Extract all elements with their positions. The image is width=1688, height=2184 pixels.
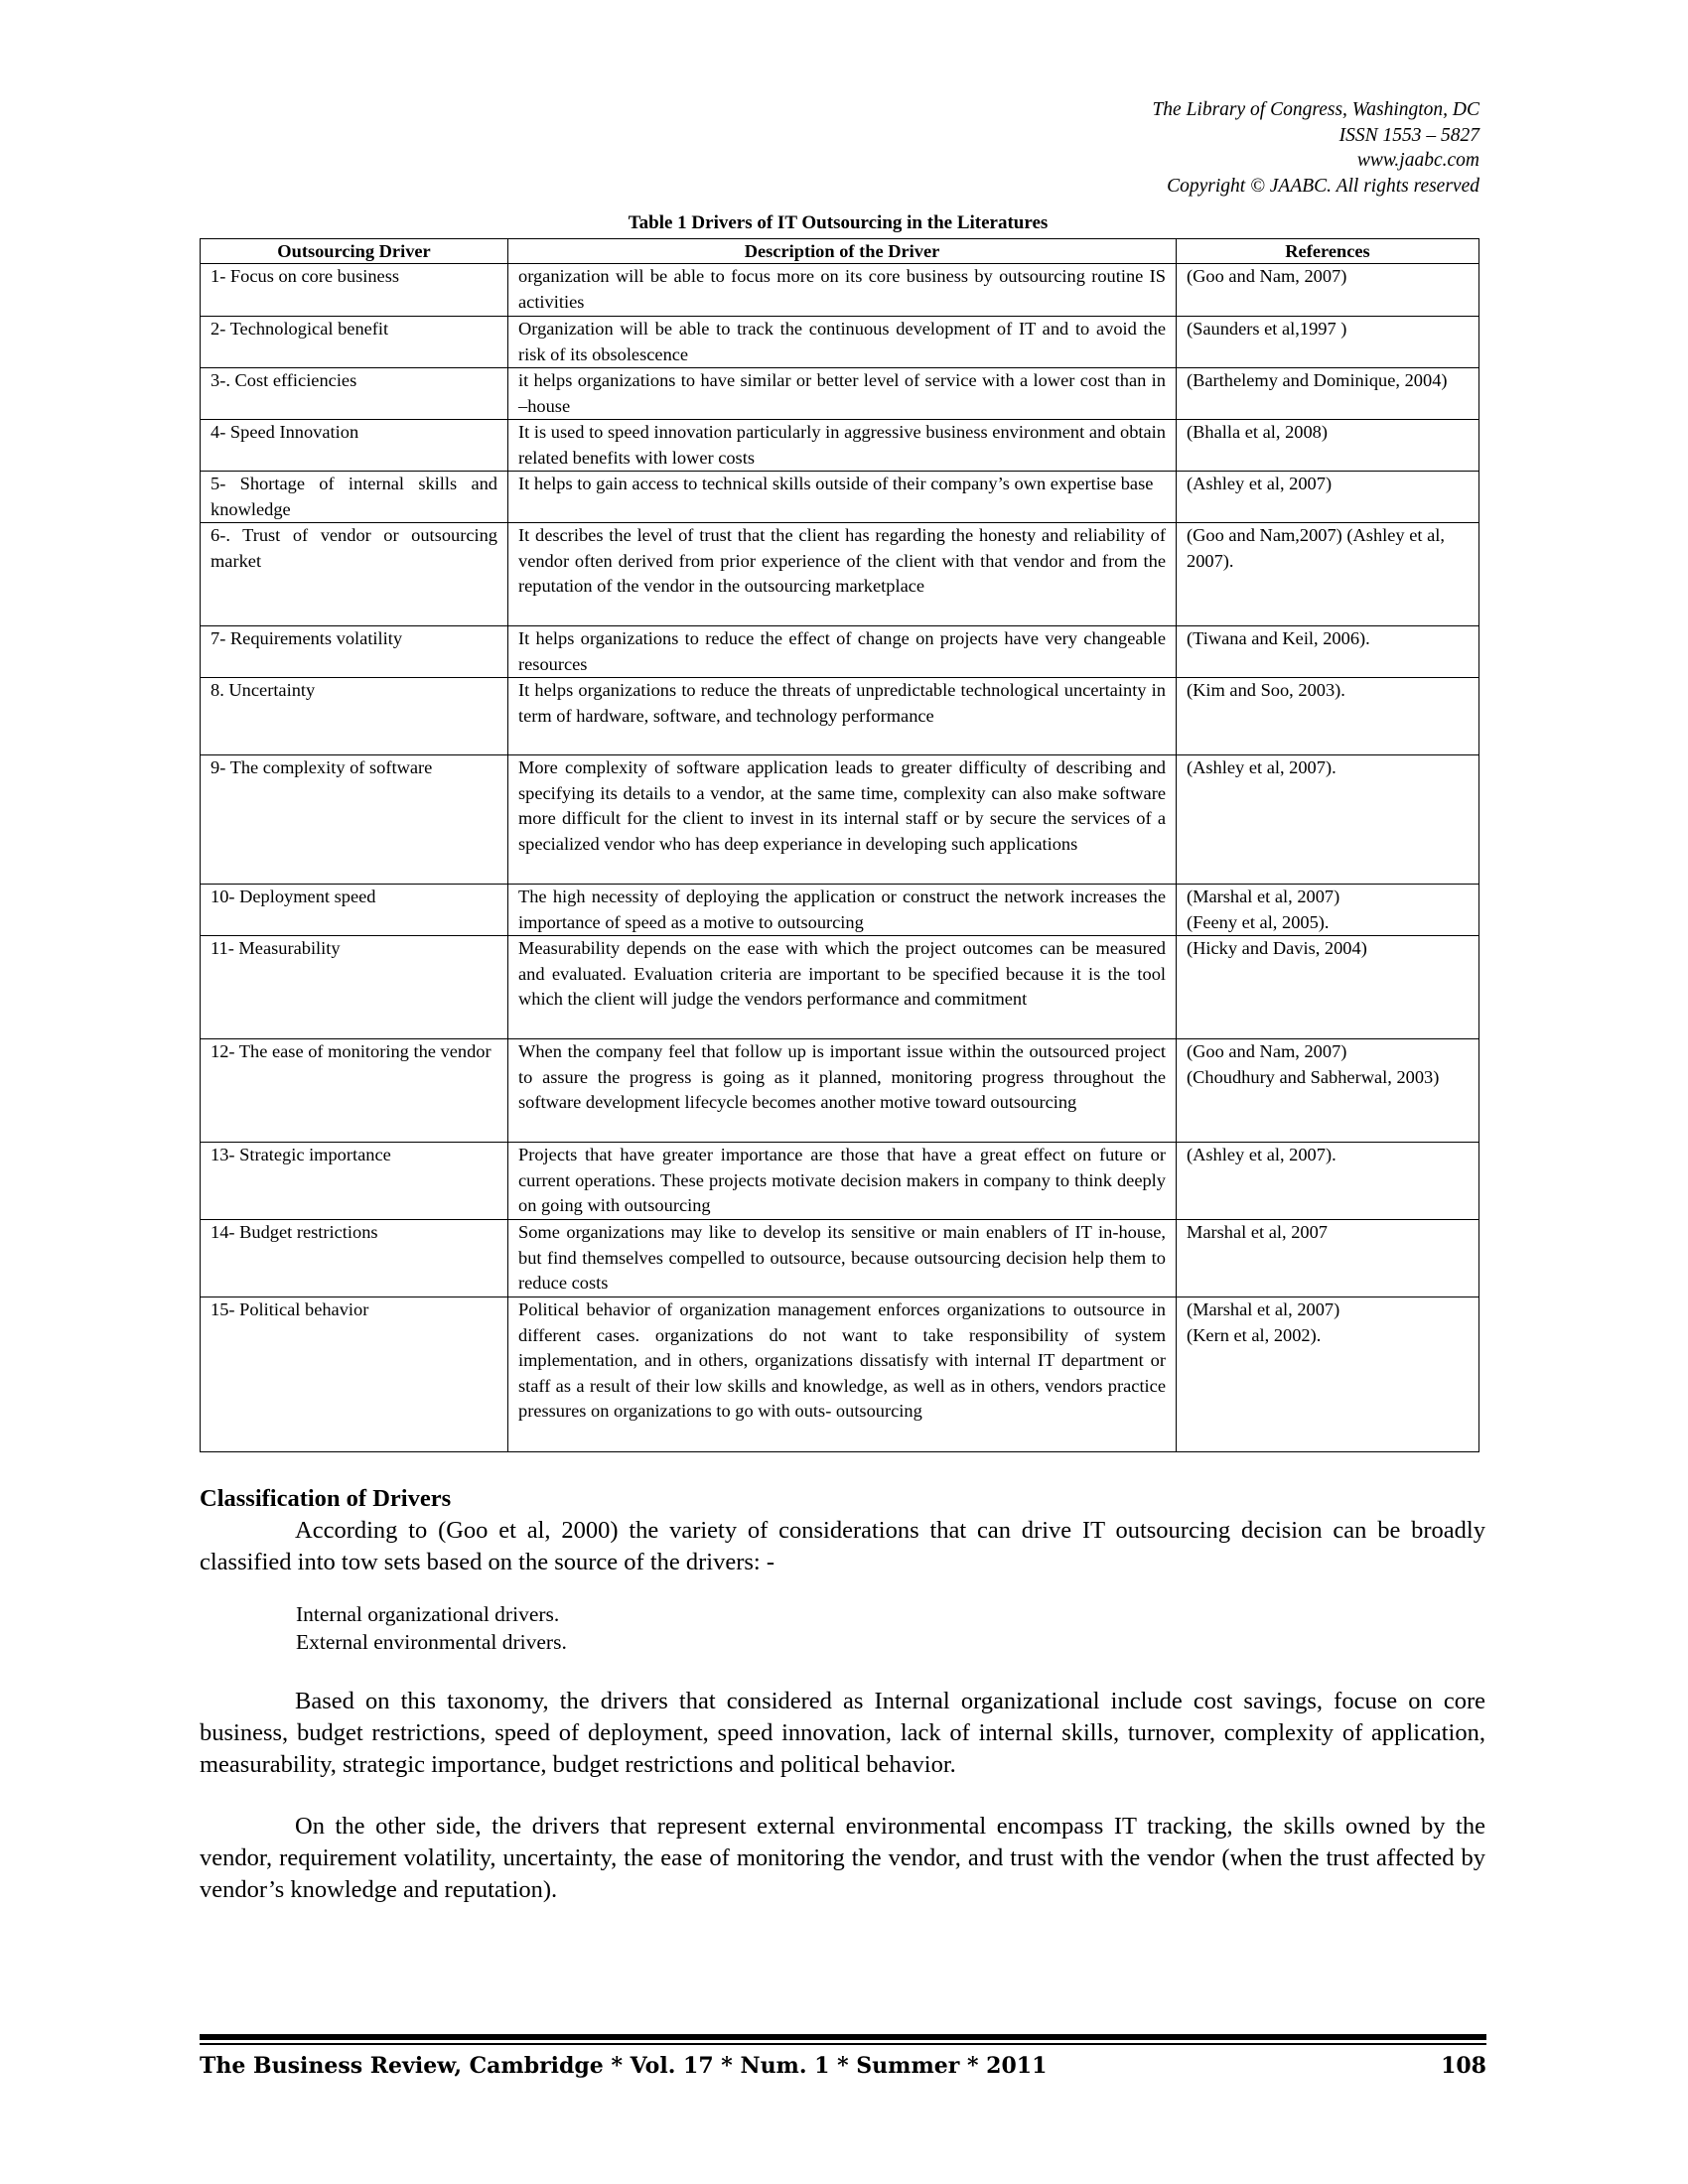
description-cell: It describes the level of trust that the client has regarding the honesty and reliability of vendor often derived from prior experience of the client with that vendor and from the reputation of the vendor in the outsourcing marketplace	[508, 523, 1177, 626]
table-row	[201, 936, 1479, 1039]
table-row	[201, 317, 1479, 368]
table-row	[201, 472, 1479, 523]
reference-cell: (Bhalla et al, 2008)	[1177, 420, 1479, 472]
driver-cell: 15- Political behavior	[201, 1297, 508, 1452]
reference-cell: (Saunders et al,1997 )	[1177, 317, 1479, 368]
header-issn: ISSN 1553 – 5827	[1338, 124, 1479, 146]
table-row	[201, 885, 1479, 936]
description-cell: Some organizations may like to develop its sensitive or main enablers of IT in-house, but find themselves compelled to outsource, because outsourcing decision help them to reduce costs	[508, 1220, 1177, 1297]
reference-cell: (Goo and Nam, 2007) (Choudhury and Sabherwal, 2003)	[1177, 1039, 1479, 1143]
description-cell: It helps organizations to reduce the threats of unpredictable technological uncertainty in term of hardware, software, and technology performance	[508, 678, 1177, 755]
reference-cell: Marshal et al, 2007	[1177, 1220, 1479, 1297]
reference-cell: (Goo and Nam,2007) (Ashley et al, 2007).	[1177, 523, 1479, 626]
header-website: www.jaabc.com	[1356, 150, 1479, 171]
column-header-description: Description of the Driver	[508, 239, 1177, 264]
driver-cell: 4- Speed Innovation	[201, 420, 508, 472]
description-cell: When the company feel that follow up is important issue within the outsourced project to assure the progress is going as it planned, monitoring progress throughout the software development lifecycle becomes another motive toward outsourcing	[508, 1039, 1177, 1143]
description-cell: Political behavior of organization management enforces organizations to outsource in different cases. organizations do not want to take responsibility of system implementation, and in others, organizations dissatisfy with internal IT department or staff as a result of their low skills and knowledge, as well as in others, vendors practice pressures on organizations to go with outs- outsourcing	[508, 1297, 1177, 1452]
description-cell: It helps to gain access to technical skills outside of their company’s own expertise base	[508, 472, 1177, 523]
description-cell: It helps organizations to reduce the effect of change on projects have very changeable resources	[508, 626, 1177, 678]
table-header-row	[201, 239, 1479, 264]
reference-cell: (Marshal et al, 2007) (Feeny et al, 2005).	[1177, 885, 1479, 936]
column-header-references: References	[1177, 239, 1479, 264]
driver-cell: 14- Budget restrictions	[201, 1220, 508, 1297]
table-row	[201, 264, 1479, 317]
footer-rule-thin	[200, 2043, 1486, 2045]
description-cell: It is used to speed innovation particularly in aggressive business environment and obtain related benefits with lower costs	[508, 420, 1177, 472]
header-library: The Library of Congress, Washington, DC	[1152, 99, 1479, 120]
driver-cell: 5- Shortage of internal skills and knowledge	[201, 472, 508, 523]
header-copyright: Copyright © JAABC. All rights reserved	[1167, 175, 1479, 197]
reference-cell: (Ashley et al, 2007).	[1177, 1143, 1479, 1220]
paragraph-external: On the other side, the drivers that represent external environmental encompass IT tracking, the skills owned by the vendor, requirement volatility, uncertainty, the ease of monitoring the vendor, and trust with the vendor (when the trust affected by vendor’s knowledge and reputation).	[200, 1813, 1485, 1903]
table-row	[201, 1220, 1479, 1297]
page-number: 108	[1441, 2053, 1486, 2079]
reference-cell: (Marshal et al, 2007) (Kern et al, 2002).	[1177, 1297, 1479, 1452]
table-row	[201, 368, 1479, 420]
driver-cell: 9- The complexity of software	[201, 755, 508, 885]
footer-rule	[200, 2034, 1486, 2040]
driver-categories-list	[200, 1600, 1485, 1656]
description-cell: Measurability depends on the ease with which the project outcomes can be measured and evaluated. Evaluation criteria are important to be specified because it is the tool which the client will judge the vendors performance and commitment	[508, 936, 1177, 1039]
table-row	[201, 420, 1479, 472]
footer-journal: The Business Review, Cambridge * Vol. 17 * Num. 1 * Summer * 2011	[200, 2053, 1048, 2079]
column-header-driver: Outsourcing Driver	[201, 239, 508, 264]
table-row	[201, 678, 1479, 755]
description-cell: Projects that have greater importance are those that have a great effect on future or current operations. These projects motivate decision makers in company to think deeply on going with outsourcing	[508, 1143, 1177, 1220]
table-row	[201, 626, 1479, 678]
table-row	[201, 1039, 1479, 1143]
driver-cell: 3-. Cost efficiencies	[201, 368, 508, 420]
reference-cell: (Tiwana and Keil, 2006).	[1177, 626, 1479, 678]
description-cell: More complexity of software application leads to greater difficulty of describing and specifying its details to a vendor, at the same time, complexity can also make software more difficult for the client to invest in its internal staff or by secure the services of a specialized vendor who has deep experiance in developing such applications	[508, 755, 1177, 885]
table-row	[201, 755, 1479, 885]
driver-cell: 6-. Trust of vendor or outsourcing market	[201, 523, 508, 626]
driver-cell: 2- Technological benefit	[201, 317, 508, 368]
driver-cell: 1- Focus on core business	[201, 264, 508, 317]
reference-cell: (Goo and Nam, 2007)	[1177, 264, 1479, 317]
driver-cell: 7- Requirements volatility	[201, 626, 508, 678]
section-classification	[200, 1483, 1485, 1906]
driver-cell: 10- Deployment speed	[201, 885, 508, 936]
reference-cell: (Ashley et al, 2007)	[1177, 472, 1479, 523]
table-row	[201, 1143, 1479, 1220]
list-item: Internal organizational drivers.	[296, 1602, 560, 1626]
reference-cell: (Kim and Soo, 2003).	[1177, 678, 1479, 755]
table-row	[201, 1297, 1479, 1452]
journal-header	[784, 97, 1479, 199]
driver-cell: 13- Strategic importance	[201, 1143, 508, 1220]
paragraph-internal: Based on this taxonomy, the drivers that considered as Internal organizational include cost savings, focuse on core business, budget restrictions, speed of deployment, speed innovation, lack of internal skills, turnover, complexity of application, measurability, strategic importance, budget restrictions and political behavior.	[200, 1688, 1485, 1778]
table-caption: Table 1 Drivers of IT Outsourcing in the Literatures	[628, 212, 1049, 233]
description-cell: The high necessity of deploying the application or construct the network increases the importance of speed as a motive to outsourcing	[508, 885, 1177, 936]
section-heading: Classification of Drivers	[200, 1485, 452, 1512]
paragraph-intro: According to (Goo et al, 2000) the variety of considerations that can drive IT outsourcing decision can be broadly classified into tow sets based on the source of the drivers: -	[200, 1517, 1485, 1575]
driver-cell: 8. Uncertainty	[201, 678, 508, 755]
reference-cell: (Ashley et al, 2007).	[1177, 755, 1479, 885]
drivers-table	[200, 238, 1479, 1452]
list-item: External environmental drivers.	[296, 1630, 567, 1654]
table-row	[201, 523, 1479, 626]
description-cell: it helps organizations to have similar or better level of service with a lower cost than in –house	[508, 368, 1177, 420]
reference-cell: (Barthelemy and Dominique, 2004)	[1177, 368, 1479, 420]
reference-cell: (Hicky and Davis, 2004)	[1177, 936, 1479, 1039]
driver-cell: 11- Measurability	[201, 936, 508, 1039]
driver-cell: 12- The ease of monitoring the vendor	[201, 1039, 508, 1143]
description-cell: organization will be able to focus more on its core business by outsourcing routine IS activities	[508, 264, 1177, 317]
description-cell: Organization will be able to track the continuous development of IT and to avoid the risk of its obsolescence	[508, 317, 1177, 368]
